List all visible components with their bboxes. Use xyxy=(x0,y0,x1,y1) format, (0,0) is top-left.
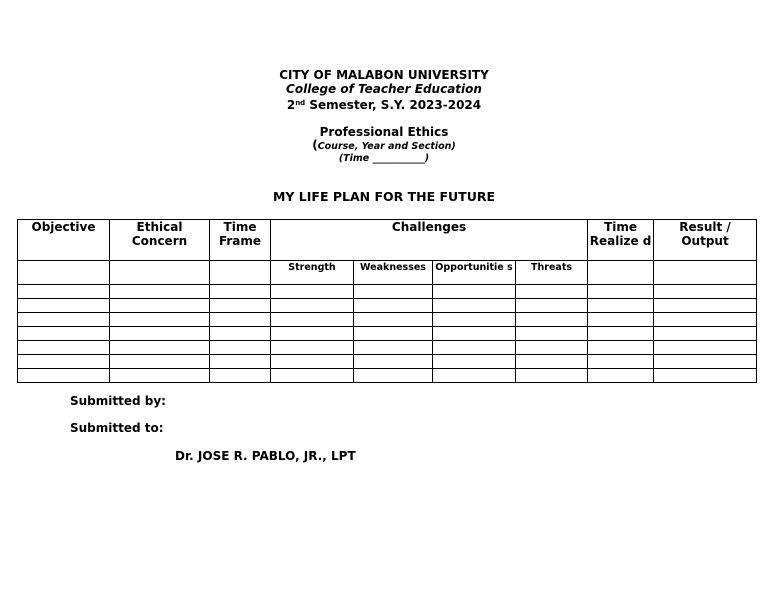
table-row xyxy=(18,327,757,341)
cell[interactable] xyxy=(516,299,588,313)
cell[interactable] xyxy=(433,285,516,299)
cell[interactable] xyxy=(433,299,516,313)
header-result-output: Result / Output xyxy=(654,220,757,261)
time-line: (Time ___________) xyxy=(338,153,430,164)
cell[interactable] xyxy=(654,285,757,299)
subheader-opportunities: Opportunitie s xyxy=(433,261,516,285)
cell[interactable] xyxy=(354,327,433,341)
cell[interactable] xyxy=(210,355,271,369)
cell[interactable] xyxy=(433,369,516,383)
cell[interactable] xyxy=(516,313,588,327)
document-header xyxy=(0,68,768,165)
cell[interactable] xyxy=(210,285,271,299)
header-ethical-concern: Ethical Concern xyxy=(110,220,210,261)
subheader-threats: Threats xyxy=(516,261,588,285)
cell[interactable] xyxy=(588,369,654,383)
cell xyxy=(18,261,110,285)
header-objective: Objective xyxy=(18,220,110,261)
cell xyxy=(210,261,271,285)
cell[interactable] xyxy=(18,341,110,355)
cell[interactable] xyxy=(354,341,433,355)
cell[interactable] xyxy=(354,355,433,369)
cell[interactable] xyxy=(354,369,433,383)
cell[interactable] xyxy=(271,313,354,327)
semester-ordinal: 2 xyxy=(286,98,296,112)
cell[interactable] xyxy=(18,355,110,369)
cell[interactable] xyxy=(18,285,110,299)
college-name: College of Teacher Education xyxy=(286,82,482,96)
cell[interactable] xyxy=(110,369,210,383)
cell[interactable] xyxy=(210,299,271,313)
cell[interactable] xyxy=(433,313,516,327)
cell[interactable] xyxy=(433,341,516,355)
semester-line xyxy=(0,96,768,112)
table-row xyxy=(18,355,757,369)
cell xyxy=(654,261,757,285)
cell[interactable] xyxy=(110,327,210,341)
cell[interactable] xyxy=(271,369,354,383)
cell[interactable] xyxy=(271,341,354,355)
cell[interactable] xyxy=(354,299,433,313)
table-row xyxy=(18,341,757,355)
cell[interactable] xyxy=(516,341,588,355)
cell[interactable] xyxy=(18,313,110,327)
table-row xyxy=(18,369,757,383)
submitted-to-label: Submitted to: xyxy=(70,421,164,435)
plan-title: MY LIFE PLAN FOR THE FUTURE xyxy=(272,189,496,204)
cell[interactable] xyxy=(110,299,210,313)
recipient-name: Dr. JOSE R. PABLO, JR., LPT xyxy=(175,449,356,463)
cell[interactable] xyxy=(433,355,516,369)
cell[interactable] xyxy=(210,327,271,341)
header-challenges: Challenges xyxy=(271,220,588,261)
cell[interactable] xyxy=(210,313,271,327)
semester-rest: Semester, S.Y. 2023-2024 xyxy=(305,98,482,112)
subheader-strength: Strength xyxy=(271,261,354,285)
cell[interactable] xyxy=(516,369,588,383)
cell[interactable] xyxy=(588,285,654,299)
cell[interactable] xyxy=(110,313,210,327)
subheader-weaknesses: Weaknesses xyxy=(354,261,433,285)
header-time-frame: Time Frame xyxy=(210,220,271,261)
table-subheader-row xyxy=(18,261,757,285)
cell[interactable] xyxy=(588,299,654,313)
cell[interactable] xyxy=(271,285,354,299)
cell[interactable] xyxy=(271,299,354,313)
cell[interactable] xyxy=(433,327,516,341)
cell[interactable] xyxy=(588,341,654,355)
open-paren: ( xyxy=(312,138,318,152)
header-time-realized: Time Realize d xyxy=(588,220,654,261)
cell[interactable] xyxy=(210,341,271,355)
table-header-row xyxy=(18,220,757,261)
cell[interactable] xyxy=(354,285,433,299)
cell[interactable] xyxy=(271,327,354,341)
cell[interactable] xyxy=(654,369,757,383)
cell[interactable] xyxy=(18,299,110,313)
table-row xyxy=(18,313,757,327)
cell[interactable] xyxy=(588,355,654,369)
cell[interactable] xyxy=(18,327,110,341)
table-row xyxy=(18,285,757,299)
cell[interactable] xyxy=(271,355,354,369)
cell[interactable] xyxy=(588,313,654,327)
life-plan-table xyxy=(17,219,757,383)
cell[interactable] xyxy=(516,285,588,299)
cell[interactable] xyxy=(354,313,433,327)
course-section-line xyxy=(0,139,768,153)
cell[interactable] xyxy=(516,355,588,369)
cell[interactable] xyxy=(654,355,757,369)
semester-suffix: nd xyxy=(295,99,306,107)
course-section-text: Course, Year and Section) xyxy=(317,141,456,152)
cell[interactable] xyxy=(516,327,588,341)
cell[interactable] xyxy=(654,299,757,313)
table-row xyxy=(18,299,757,313)
cell[interactable] xyxy=(210,369,271,383)
cell[interactable] xyxy=(654,341,757,355)
university-name: CITY OF MALABON UNIVERSITY xyxy=(279,68,489,82)
submitted-by-label: Submitted by: xyxy=(70,394,166,408)
cell xyxy=(110,261,210,285)
cell[interactable] xyxy=(654,313,757,327)
subject-title: Professional Ethics xyxy=(319,125,449,139)
cell[interactable] xyxy=(110,285,210,299)
cell[interactable] xyxy=(110,341,210,355)
cell xyxy=(588,261,654,285)
cell[interactable] xyxy=(654,327,757,341)
cell[interactable] xyxy=(588,327,654,341)
cell[interactable] xyxy=(110,355,210,369)
cell[interactable] xyxy=(18,369,110,383)
